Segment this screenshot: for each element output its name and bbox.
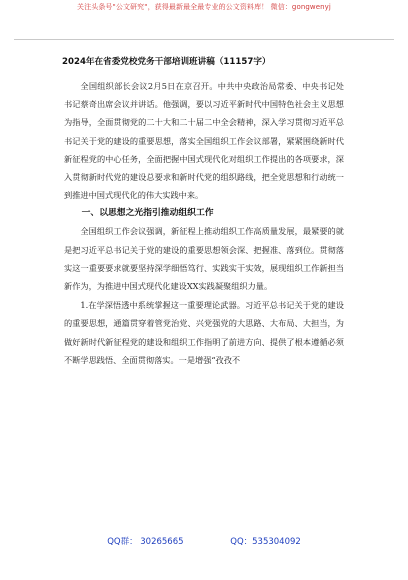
paragraph-3: 1.在学深悟透中系统掌握这一重要理论武器。习近平总书记关于党的建设的重要思想，通篇贯穿着管党治党、兴党强党的大思路、大布局、大担当，为做好新时代新征程党的建设和组织工作指明了前进方向、提供了根本遵循必须不断学思践悟、全面贯彻落实。一是增强“孜孜不 <box>64 300 344 365</box>
document-title: 2024年在省委党校党务干部培训班讲稿（11157字） <box>62 57 271 67</box>
paragraph-intro: 全国组织部长会议2月5日在京召开。中共中央政治局常委、中央书记处书记蔡奇出席会议并讲话。他强调，要以习近平新时代中国特色社会主义思想为指导，全面贯彻党的二十大和二十届二中全会精神，深入学习贯彻习近平总书记关于党的建设的重要思想，落实全国组织工作会议部署，紧紧围绕新时代新征程党的中心任务，全面把握中国式现代化对组织工作提出的各项要求，深入贯彻新时代党的建设总要求和新时代党的组织路线，把全党思想和行动统一到推进中国式现代化的伟大实践中来。 <box>64 81 344 201</box>
paragraph-2: 全国组织工作会议强调，新征程上推动组织工作高质量发展，最紧要的就是把习近平总书记关于党的建设的重要思想领会深、把握准、落到位。贯彻落实这一重要要求就要坚持深学细悟笃行、实践实干实效，展现组织工作新担当新作为，为推进中国式现代化建设XX实践凝聚组织力量。 <box>64 226 344 292</box>
banner-divider <box>14 39 394 40</box>
qq-number: QQ：535304092 <box>230 537 301 547</box>
qq-group-number: QQ群： 30265665 <box>107 537 184 547</box>
contact-footer <box>0 535 408 547</box>
section-heading: 一、以思想之光指引推动组织工作 <box>81 208 214 219</box>
document-body <box>64 55 344 370</box>
promo-banner: 关注头条号"公文研究"，获得最新最全最专业的公文资料库！ 微信：gongwenyj <box>77 3 331 11</box>
